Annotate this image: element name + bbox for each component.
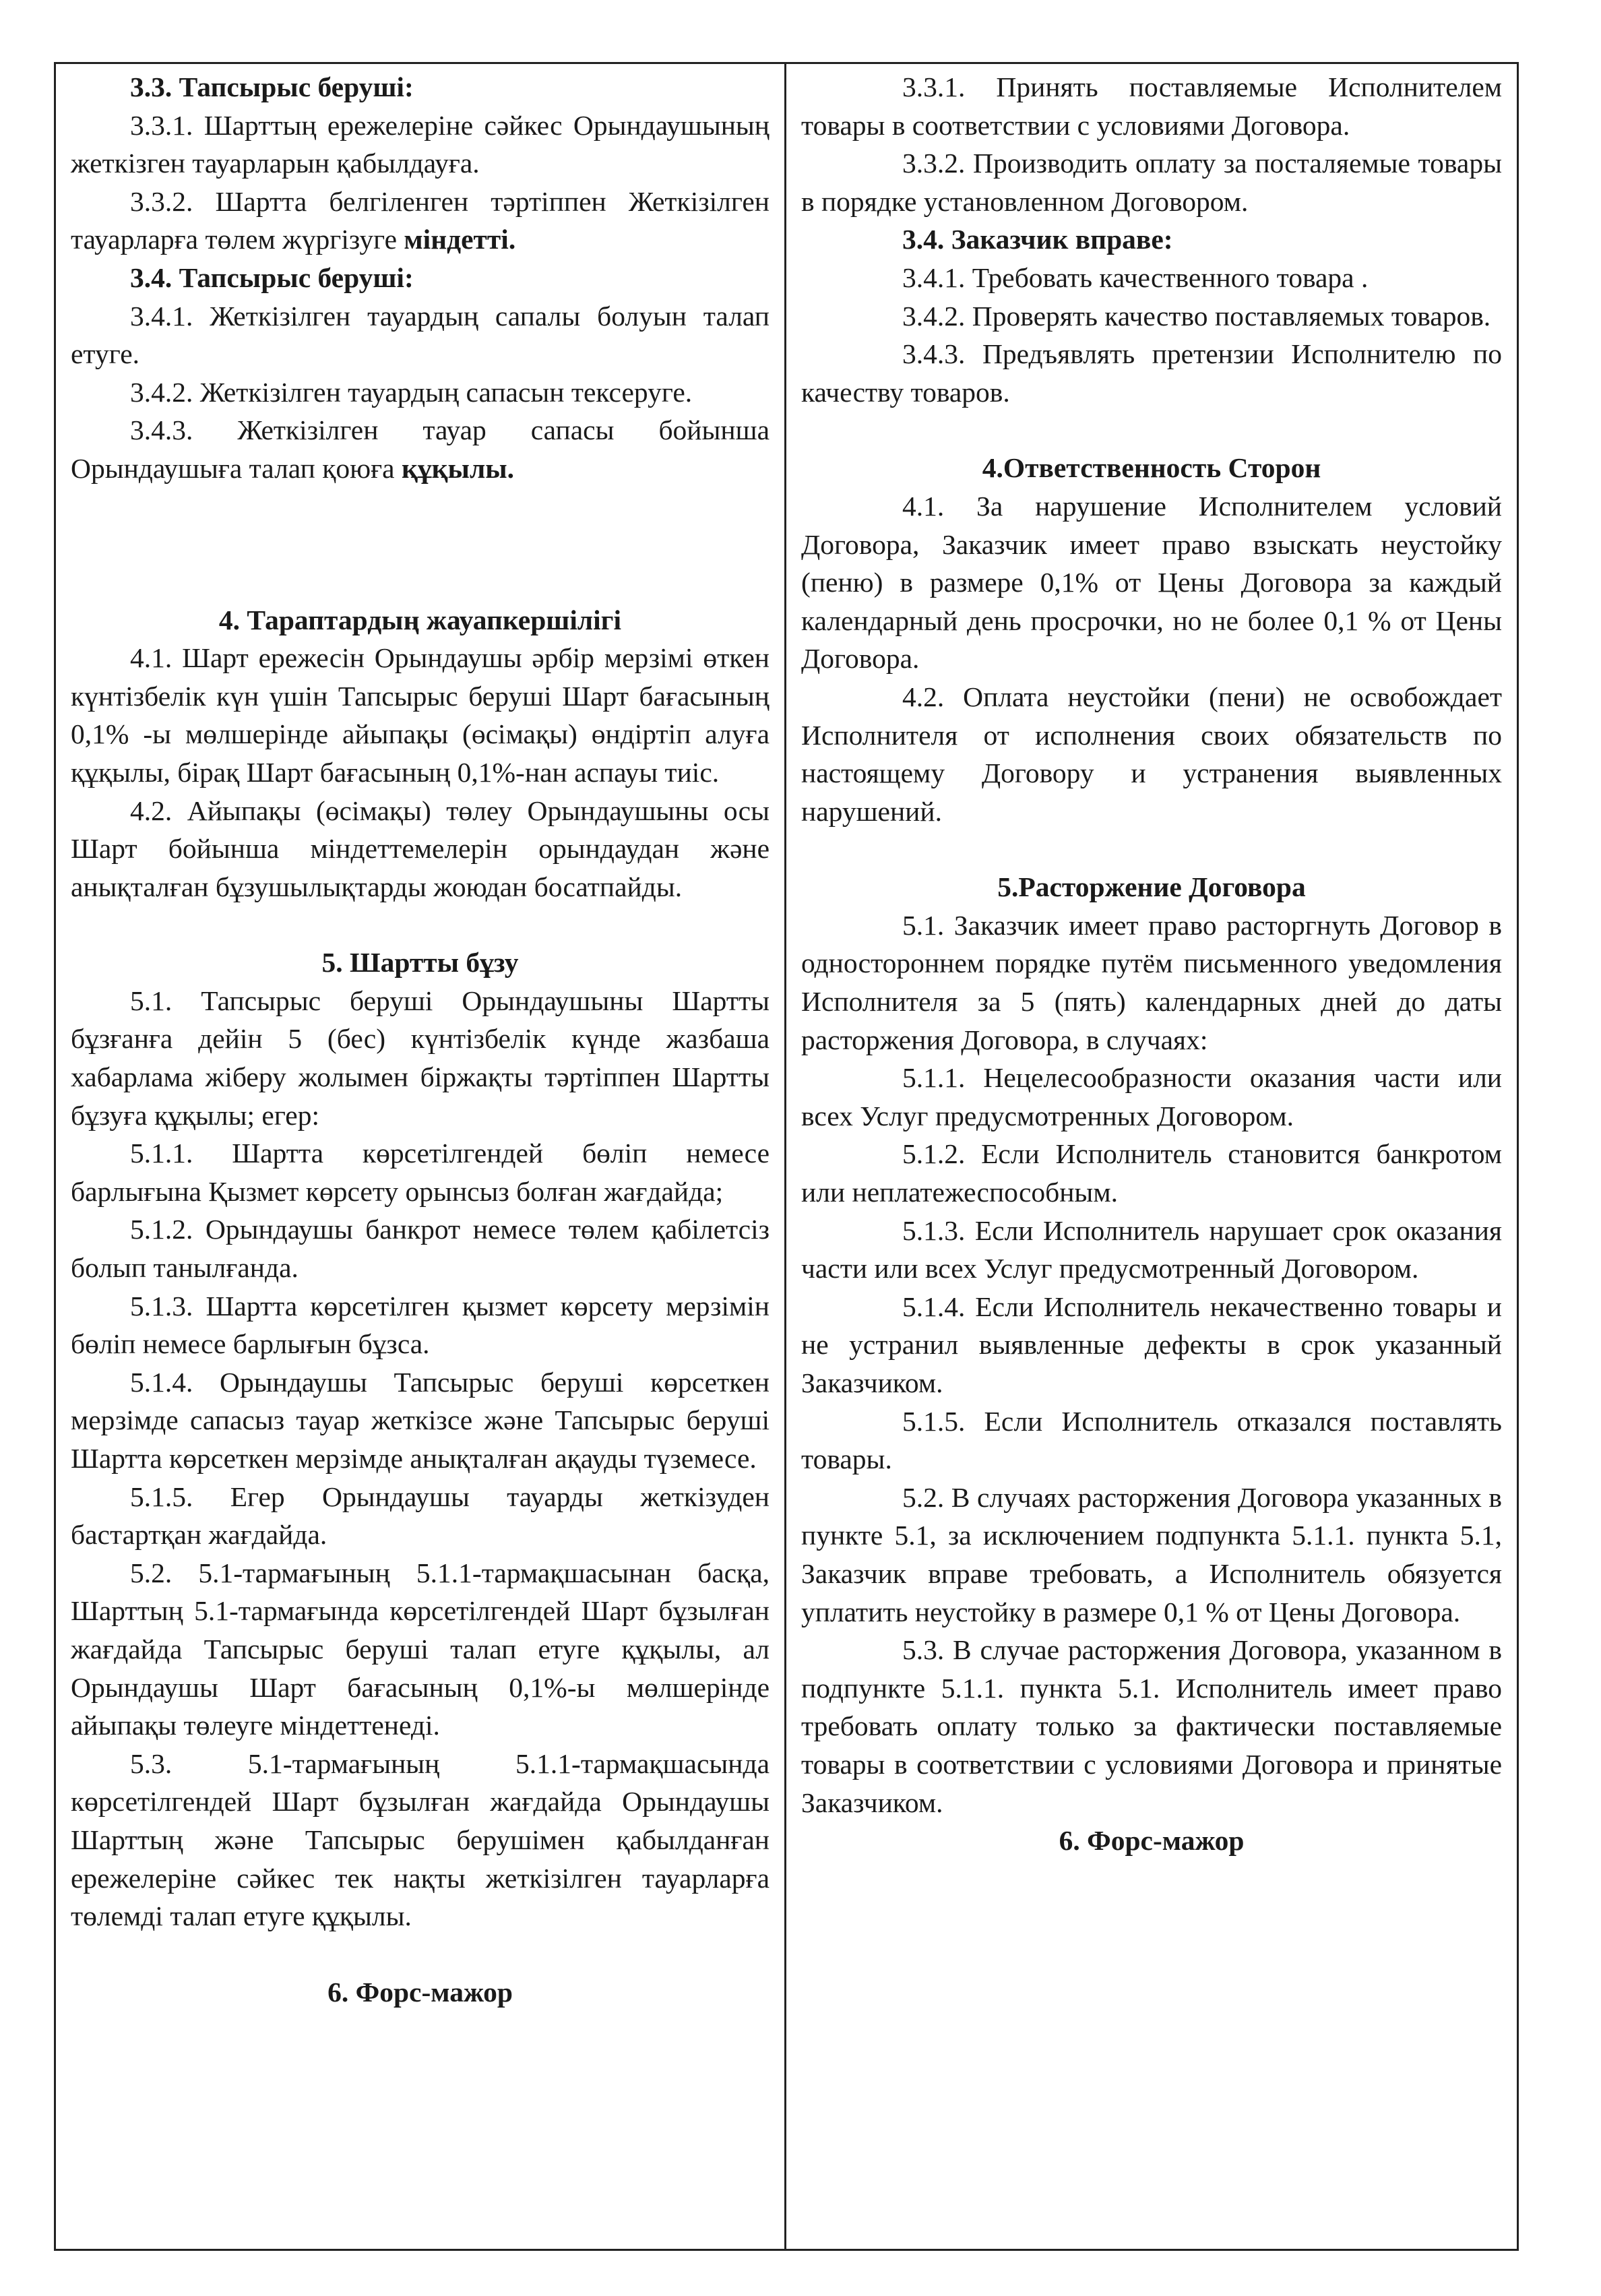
- clause-5-3: 5.3. 5.1-тармағының 5.1.1-тармақшасында көрсетілгендей Шарт бұзылған жағдайда Орындаушы Шарттың және Тапсырыс берушімен қабылданған ережелеріне сәйкес тек нақты жеткізілген тауарларға төлемді талап етуге құқылы.: [71, 1747, 770, 1932]
- clause-3-3-2-bold: міндетті.: [404, 224, 516, 255]
- clause-3-3-2-ru: 3.3.2. Производить оплату за посталяемые товары в порядке установленном Договором.: [801, 148, 1502, 217]
- clause-5-1-ru: 5.1. Заказчик имеет право расторгнуть Договор в одностороннем порядке путём письменного уведомления Исполнителя за 5 (пять) календарных дней до даты расторжения Договора, в случаях:: [801, 909, 1502, 1055]
- clause-3-3-1: 3.3.1. Шарттың ережелеріне сәйкес Орындаушының жеткізген тауарларын қабылдауға.: [71, 109, 770, 179]
- clause-5-2-ru: 5.2. В случаях расторжения Договора указанных в пункте 5.1, за исключением подпункта 5.1.1. пункта 5.1, Заказчик вправе требовать, а Исполнитель обязуется уплатить неустойку в размере 0,1 % от Цены Договора.: [801, 1481, 1502, 1627]
- section-6-title-ru: 6. Форс-мажор: [1059, 1825, 1245, 1857]
- section-5-title-ru: 5.Расторжение Договора: [997, 871, 1306, 903]
- clause-5-1-1: 5.1.1. Шартта көрсетілгендей бөліп немесе барлығына Қызмет көрсету орынсыз болған жағдайда;: [71, 1138, 770, 1207]
- clause-5-1-4: 5.1.4. Орындаушы Тапсырыс беруші көрсеткен мерзімде сапасыз тауар жеткізсе және Тапсырыс беруші Шартта көрсеткен мерзімде анықталған ақауды түземесе.: [71, 1366, 770, 1474]
- spacer: [71, 563, 770, 601]
- clause-5-1-2-ru: 5.1.2. Если Исполнитель становится банкротом или неплатежеспособным.: [801, 1138, 1502, 1208]
- spacer: [801, 411, 1502, 449]
- clause-4-2: 4.2. Айыпақы (өсімақы) төлеу Орындаушыны осы Шарт бойынша міндеттемелерін орындаудан және анықталған бұзушылықтарды жоюдан босатпайды.: [71, 795, 770, 902]
- section-4-title-ru: 4.Ответственность Сторон: [982, 452, 1321, 484]
- clause-3-4-3-ru: 3.4.3. Предъявлять претензии Исполнителю по качеству товаров.: [801, 338, 1502, 408]
- clause-5-1-5-ru: 5.1.5. Если Исполнитель отказался поставлять товары.: [801, 1405, 1502, 1475]
- clause-3-3-2: [71, 183, 770, 259]
- clause-4-1-ru: 4.1. За нарушение Исполнителем условий Договора, Заказчик имеет право взыскать неустойку (пеню) в размере 0,1% от Цены Договора за каждый календарный день просрочки, но не более 0,1 % от Цены Договора.: [801, 490, 1502, 675]
- clause-5-2: 5.2. 5.1-тармағының 5.1.1-тармақшасынан басқа, Шарттың 5.1-тармағында көрсетілгендей Шарт бұзылған жағдайда Тапсырыс беруші талап етуге құқылы, ал Орындаушы Шарт бағасының 0,1%-ы мөлшерінде айыпақы төлеуге міндеттенеді.: [71, 1557, 770, 1741]
- clause-5-1-2: 5.1.2. Орындаушы банкрот немесе төлем қабілетсіз болып танылғанда.: [71, 1214, 770, 1284]
- clause-3-4-2: 3.4.2. Жеткізілген тауардың сапасын тексеруге.: [130, 376, 693, 408]
- spacer: [801, 830, 1502, 868]
- contract-table: [54, 62, 1519, 2251]
- spacer: [71, 488, 770, 563]
- spacer: [71, 906, 770, 943]
- section-4-title: 4. Тараптардың жауапкершілігі: [218, 604, 622, 635]
- kazakh-column: [56, 64, 786, 2249]
- section-3-4-title-ru: 3.4. Заказчик вправе:: [902, 224, 1173, 255]
- clause-5-3-ru: 5.3. В случае расторжения Договора, указанном в подпункте 5.1.1. пункта 5.1. Исполнитель имеет право требовать оплату только за фактически поставляемые товары в соответствии с условиями Договора и принятые Заказчиком.: [801, 1634, 1502, 1818]
- clause-3-4-1: 3.4.1. Жеткізілген тауардың сапалы болуын талап етуге.: [71, 300, 770, 370]
- clause-3-4-3-bold: құқылы.: [401, 452, 515, 484]
- clause-3-4-3: [71, 411, 770, 487]
- clause-3-4-3-text: 3.4.3. Жеткізілген тауар сапасы бойынша Орындаушыға талап қоюға: [71, 414, 770, 484]
- clause-5-1-5: 5.1.5. Егер Орындаушы тауарды жеткізуден бастартқан жағдайда.: [71, 1481, 770, 1551]
- clause-5-1-3-ru: 5.1.3. Если Исполнитель нарушает срок оказания части или всех Услуг предусмотренный Договором.: [801, 1214, 1502, 1284]
- clause-5-1: 5.1. Тапсырыс беруші Орындаушыны Шартты бұзғанға дейін 5 (бес) күнтізбелік күнде жазбаша хабарлама жіберу жолымен біржақты тәртіппен Шартты бұзуға құқылы; егер:: [71, 985, 770, 1131]
- clause-5-1-1-ru: 5.1.1. Нецелесообразности оказания части или всех Услуг предусмотренных Договором.: [801, 1062, 1502, 1131]
- section-3-4-title: 3.4. Тапсырыс беруші:: [130, 261, 414, 293]
- clause-3-3-2-text: 3.3.2. Шартта белгіленген тәртіппен Жеткізілген тауарларға төлем жүргізуге: [71, 185, 770, 255]
- clause-3-3-1-ru: 3.3.1. Принять поставляемые Исполнителем товары в соответствии с условиями Договора.: [801, 71, 1502, 141]
- clause-3-4-1-ru: 3.4.1. Требовать качественного товара .: [902, 261, 1369, 293]
- clause-4-1: 4.1. Шарт ережесін Орындаушы әрбір мерзімі өткен күнтізбелік күн үшін Тапсырыс беруші Шарт бағасының 0,1% -ы мөлшерінде айыпақы (өсімақы) өндіртіп алуға құқылы, бірақ Шарт бағасының 0,1%-нан аспауы тиіс.: [71, 642, 770, 788]
- clause-5-1-3: 5.1.3. Шартта көрсетілген қызмет көрсету мерзімін бөліп немесе барлығын бұзса.: [71, 1290, 770, 1360]
- spacer: [71, 1935, 770, 1973]
- clause-4-2-ru: 4.2. Оплата неустойки (пени) не освобождает Исполнителя от исполнения своих обязательств по настоящему Договору и устранения выявленных нарушений.: [801, 681, 1502, 827]
- clause-3-4-2-ru: 3.4.2. Проверять качество поставляемых товаров.: [902, 300, 1491, 332]
- clause-5-1-4-ru: 5.1.4. Если Исполнитель некачественно товары и не устранил выявленные дефекты в срок указанный Заказчиком.: [801, 1291, 1502, 1398]
- section-5-title: 5. Шартты бұзу: [321, 947, 519, 979]
- section-6-title: 6. Форс-мажор: [327, 1976, 513, 2008]
- russian-column: [786, 64, 1517, 2249]
- section-3-3-title: 3.3. Тапсырыс беруші:: [130, 71, 414, 102]
